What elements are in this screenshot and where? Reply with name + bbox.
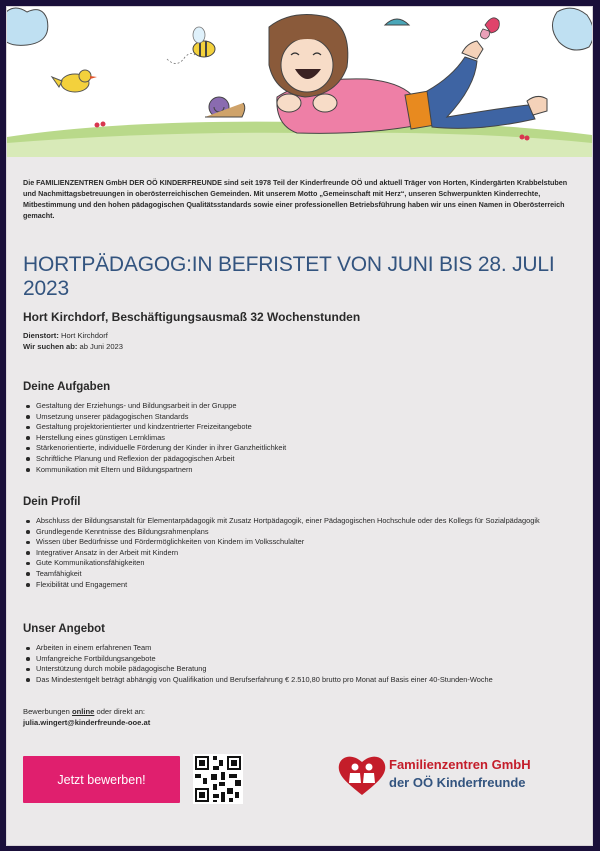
- dienstort-label: Dienstort:: [23, 331, 59, 340]
- list-item: Schriftliche Planung und Reflexion der pädagogischen Arbeit: [23, 454, 573, 465]
- bird-icon: [52, 70, 97, 92]
- online-apply-link[interactable]: online: [72, 707, 95, 716]
- header-illustration: [7, 7, 592, 157]
- list-item: Das Mindestentgelt beträgt abhängig von Qualifikation und Berufserfahrung € 2.510,80 brutto pro Monat auf Basis einer 40-Stunden-Woche: [23, 675, 573, 686]
- list-item: Gute Kommunikationsfähigkeiten: [23, 558, 573, 569]
- list-item: Grundlegende Kenntnisse des Bildungsrahmenplans: [23, 527, 573, 538]
- list-item: Stärkenorientierte, individuelle Förderung der Kinder in ihrer Ganzheitlichkeit: [23, 443, 573, 454]
- angebot-heading: Unser Angebot: [23, 623, 105, 635]
- qr-code-icon[interactable]: [193, 754, 243, 804]
- profil-list: [23, 516, 573, 590]
- list-item: Teamfähigkeit: [23, 569, 573, 580]
- heart-logo-icon: [337, 753, 387, 797]
- contact-suffix: oder direkt an:: [96, 707, 146, 716]
- job-meta: [23, 330, 123, 352]
- list-item: Integrativer Ansatz in der Arbeit mit Kindern: [23, 548, 573, 559]
- butterfly-icon: [480, 18, 499, 39]
- contact-prefix: Bewerbungen: [23, 707, 70, 716]
- list-item: Wissen über Bedürfnisse und Fördermöglichkeiten von Kindern im Volksschulalter: [23, 537, 573, 548]
- dienstort-value: Hort Kirchdorf: [60, 331, 108, 340]
- shell-icon: [385, 19, 409, 25]
- aufgaben-list: [23, 401, 573, 475]
- angebot-list: [23, 643, 573, 685]
- bee-icon: [167, 27, 215, 64]
- logo-line-2: der OÖ Kinderfreunde: [389, 775, 526, 790]
- list-item: Gestaltung der Erziehungs- und Bildungsarbeit in der Gruppe: [23, 401, 573, 412]
- intro-text: Die FAMILIENZENTREN GmbH DER OÖ KINDERFREUNDE sind seit 1978 Teil der Kinderfreunde OÖ und aktuell Träger von Horten, Kindergärten Krabbelstuben und Nachmittagsbetreuungen in oberösterreichischen Gemeinden. Mit unserem Motto „Gemeinschaft mit Herz“, unseren Schwerpunkten Kinderrechte, Mitbestimmung und den hohen pädagogischen Qualitätsstandards sowie einer professionellen Betriebsführung haben wir uns einen Namen in Oberösterreich gemacht.: [23, 178, 568, 220]
- girl-figure: [269, 15, 547, 134]
- logo-line-1: Familienzentren GmbH: [389, 757, 531, 772]
- list-item: Kommunikation mit Eltern und Bildungspartnern: [23, 465, 573, 476]
- start-value: ab Juni 2023: [79, 342, 123, 351]
- page-title: HORTPÄDAGOG:IN BEFRISTET VON JUNI BIS 28. JULI 2023: [23, 253, 555, 300]
- profil-heading: Dein Profil: [23, 496, 81, 508]
- job-posting-page: [6, 6, 593, 846]
- girl-illustration: [7, 7, 592, 157]
- contact-block: [23, 706, 150, 728]
- list-item: Umfangreiche Fortbildungsangebote: [23, 654, 573, 665]
- company-logo: [335, 751, 575, 801]
- email-link[interactable]: julia.wingert@kinderfreunde-ooe.at: [23, 718, 151, 727]
- snail-icon: [205, 97, 245, 117]
- list-item: Abschluss der Bildungsanstalt für Elementarpädagogik mit Zusatz Hortpädagogik, einer Pädagogischen Hochschule oder des Kollegs für Sozialpädagogik: [23, 516, 573, 527]
- start-label: Wir suchen ab:: [23, 342, 78, 351]
- aufgaben-heading: Deine Aufgaben: [23, 381, 111, 393]
- list-item: Arbeiten in einem erfahrenen Team: [23, 643, 573, 654]
- list-item: Umsetzung unserer pädagogischen Standards: [23, 412, 573, 423]
- list-item: Unterstützung durch mobile pädagogische Beratung: [23, 664, 573, 675]
- apply-button[interactable]: Jetzt bewerben!: [23, 756, 180, 803]
- job-subtitle: Hort Kirchdorf, Beschäftigungsausmaß 32 Wochenstunden: [23, 310, 361, 324]
- list-item: Flexibilität und Engagement: [23, 580, 573, 591]
- list-item: Gestaltung projektorientierter und kindzentrierter Freizeitangebote: [23, 422, 573, 433]
- list-item: Herstellung eines günstigen Lernklimas: [23, 433, 573, 444]
